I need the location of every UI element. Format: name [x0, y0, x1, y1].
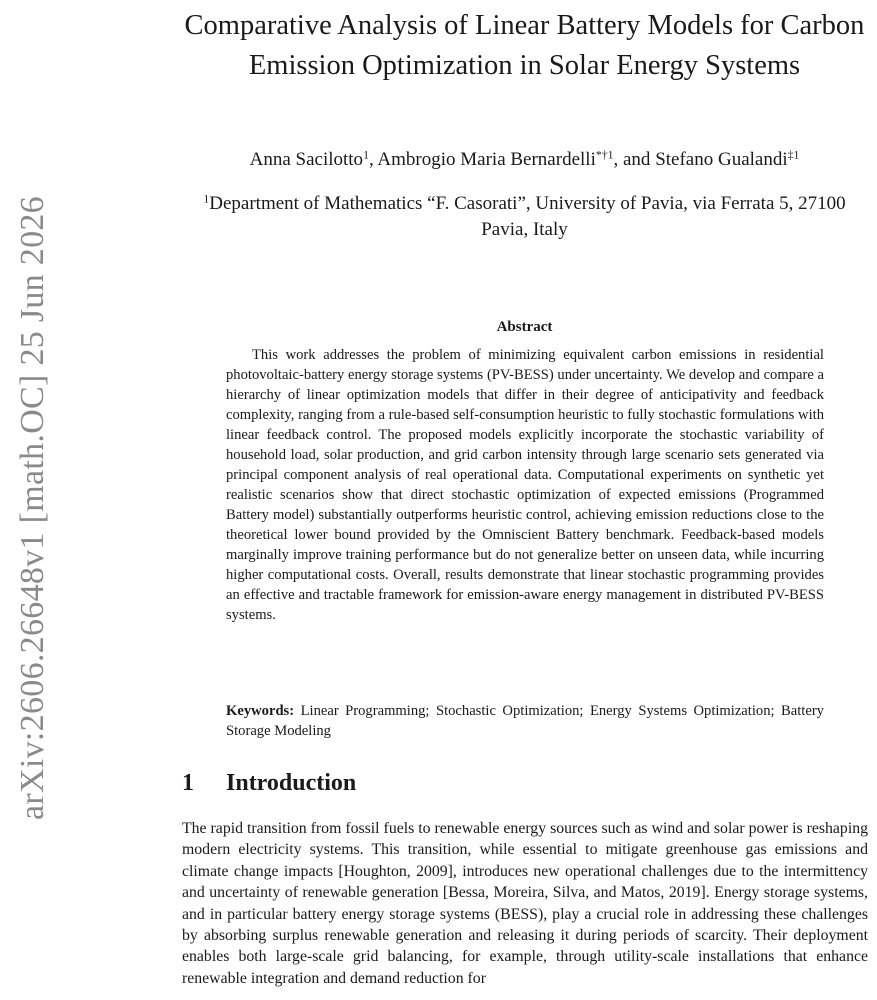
- author-marks: *†1: [595, 148, 614, 162]
- keywords-label: Keywords:: [226, 703, 295, 719]
- arxiv-identifier-text: arXiv:2606.26648v1 [math.OC] 25 Jun 2026: [14, 196, 52, 820]
- author-marks: ‡1: [787, 148, 800, 162]
- author-marks: 1: [363, 148, 369, 162]
- abstract-text: This work addresses the problem of minimizing equivalent carbon emissions in residential photovoltaic-battery energy storage systems (PV-BESS) under uncertainty. We develop and compare a hierarchy of linear optimization models that differ in their degree of anticipativity and feedback complexity, ranging from a rule-based self-consumption heuristic to fully stochastic formulations with linear feedback control. The proposed models explicitly incorporate the stochastic variability of household load, solar production, and grid carbon intensity through large scenario sets generated via principal component analysis of real operational data. Computational experiments on synthetic yet realistic scenarios show that direct stochastic optimization of expected emissions (Programmed Battery model) substantially outperforms heuristic control, achieving emission reductions close to the theoretical lower bound provided by the Omniscient Battery benchmark. Feedback-based models marginally improve training performance but do not generalize better on unseen data, while incurring higher computational costs. Overall, results demonstrate that linear stochastic programming provides an effective and tractable framework for emission-aware energy management in distributed PV-BESS systems.: [226, 347, 824, 623]
- affiliation: [182, 191, 867, 243]
- affiliation-mark: 1: [203, 192, 210, 206]
- author-name: Ambrogio Maria Bernardelli: [377, 149, 596, 170]
- author-separator: , and: [613, 149, 656, 170]
- author-name: Anna Sacilotto: [249, 149, 364, 170]
- intro-paragraph: The rapid transition from fossil fuels to renewable energy sources such as wind and solar power is reshaping modern electricity systems. This transition, while essential to mitigate greenhouse gas emissions and climate change impacts [Houghton, 2009], introduces new operational challenges due to the intermittency and uncertainty of renewable generation [Bessa, Moreira, Silva, and Matos, 2019]. Energy storage systems, and in particular battery energy storage systems (BESS), play a crucial role in addressing these challenges by absorbing surplus renewable generation and releasing it during periods of scarcity. Their deployment enables both large-scale grid balancing, for example, through utility-scale installations that enhance renewable integration and demand reduction for: [182, 820, 868, 987]
- paper-title: Comparative Analysis of Linear Battery Models for Carbon Emission Optimization in Solar Energy Systems: [184, 10, 865, 81]
- affiliation-text: Department of Mathematics “F. Casorati”, University of Pavia, via Ferrata 5, 27100 Pavia, Italy: [209, 193, 846, 240]
- arxiv-identifier: [6, 172, 60, 844]
- section-heading: [182, 770, 356, 797]
- keywords-text: Linear Programming; Stochastic Optimization; Energy Systems Optimization; Battery Storage Modeling: [226, 703, 824, 739]
- section-number: 1: [182, 770, 194, 796]
- keywords: [226, 701, 824, 741]
- abstract-heading: Abstract: [496, 319, 553, 335]
- author-list: [182, 147, 867, 173]
- section-title: Introduction: [226, 770, 357, 796]
- author-name: Stefano Gualandi: [655, 149, 788, 170]
- author-separator: ,: [368, 149, 378, 170]
